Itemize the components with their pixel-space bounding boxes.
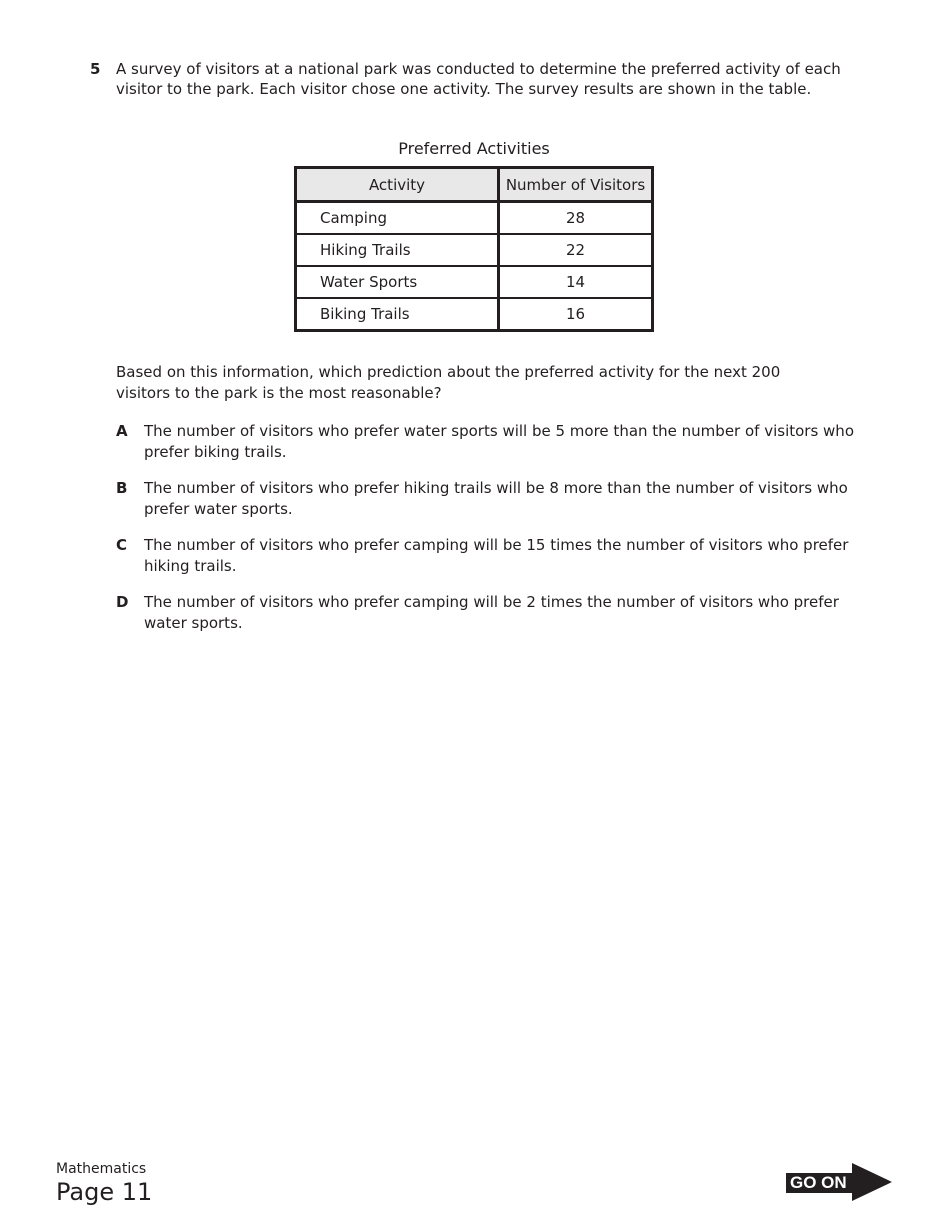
- choice-text: The number of visitors who prefer camping will be 2 times the number of visitors who prefer water sports.: [144, 593, 839, 632]
- activity-cell: Hiking Trails: [296, 234, 499, 266]
- table-row: [296, 298, 653, 331]
- table-title: Preferred Activities: [398, 139, 550, 158]
- choice-text: The number of visitors who prefer water sports will be 5 more than the number of visitors who prefer biking trails.: [144, 422, 854, 461]
- arrow-right-icon: [852, 1163, 892, 1201]
- activity-cell: Camping: [296, 202, 499, 235]
- preferred-activities-table: [294, 166, 654, 332]
- choice-letter: D: [116, 593, 129, 611]
- question-number: 5: [90, 60, 101, 78]
- choice-letter: C: [116, 536, 128, 554]
- answer-choices: [116, 421, 856, 649]
- page-number: Page 11: [56, 1178, 153, 1206]
- question-stem: A survey of visitors at a national park was conducted to determine the preferred activity of each visitor to the park. Each visitor chose one activity. The survey results are shown in the table.: [116, 60, 841, 98]
- column-header-number-of-visitors: Number of Visitors: [499, 168, 653, 202]
- table-row: [296, 266, 653, 298]
- visitor-count-cell: 14: [499, 266, 653, 298]
- choice-letter: B: [116, 479, 128, 497]
- visitor-count-cell: 16: [499, 298, 653, 331]
- answer-choice-d[interactable]: [116, 592, 856, 634]
- activity-cell: Water Sports: [296, 266, 499, 298]
- visitor-count-cell: 28: [499, 202, 653, 235]
- table-header-row: [296, 168, 653, 202]
- activity-cell: Biking Trails: [296, 298, 499, 331]
- choice-letter: A: [116, 422, 128, 440]
- table-row: [296, 202, 653, 235]
- question-prompt: Based on this information, which prediction about the preferred activity for the next 200 visitors to the park is the most reasonable?: [116, 363, 781, 402]
- go-on-label: GO ON: [790, 1173, 847, 1192]
- choice-text: The number of visitors who prefer hiking trails will be 8 more than the number of visitors who prefer water sports.: [144, 479, 848, 518]
- go-on-indicator: [786, 1163, 892, 1201]
- answer-choice-c[interactable]: [116, 535, 856, 577]
- choice-text: The number of visitors who prefer camping will be 15 times the number of visitors who prefer hiking trails.: [144, 536, 849, 575]
- footer-subject: Mathematics: [56, 1161, 147, 1177]
- table-row: [296, 234, 653, 266]
- visitor-count-cell: 22: [499, 234, 653, 266]
- answer-choice-b[interactable]: [116, 478, 856, 520]
- answer-choice-a[interactable]: [116, 421, 856, 463]
- column-header-activity: Activity: [296, 168, 499, 202]
